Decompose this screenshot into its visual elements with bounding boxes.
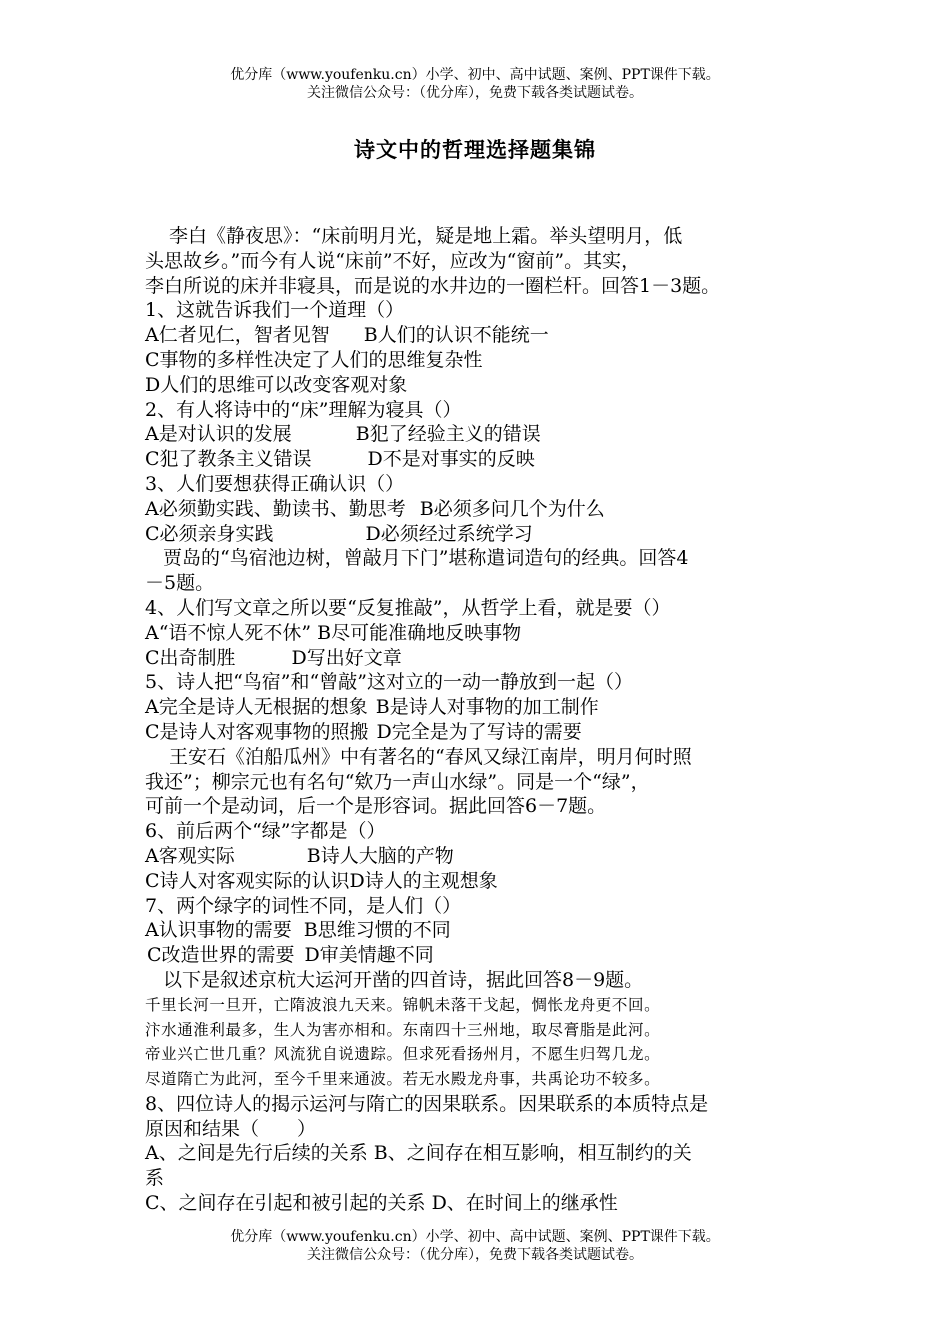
poem-line-4: 尽道隋亡为此河，至今千里来通波。若无水殿龙舟事，共禹论功不较多。 <box>145 1070 661 1089</box>
q4-options-cd <box>145 646 813 671</box>
q2-stem: 2、有人将诗中的“床”理解为寝具（） <box>145 398 462 421</box>
document-body <box>145 224 813 1216</box>
q3-option-b: B必须多问几个为什么 <box>419 497 605 520</box>
q1-options-ab <box>145 323 813 348</box>
footer-line-1: 优分库（www.youfenku.cn）小学、初中、高中试题、案例、PPT课件下载。 <box>230 1229 720 1245</box>
page-header <box>0 66 950 102</box>
q4-option-d: D写出好文章 <box>291 646 402 669</box>
q7-option-b: B思维习惯的不同 <box>303 919 451 942</box>
footer-line-2: 关注微信公众号：（优分库），免费下载各类试题试卷。 <box>307 1247 643 1263</box>
q6-stem: 6、前后两个“绿”字都是（） <box>145 820 386 843</box>
poem-line-1: 千里长河一旦开，亡隋波浪九天来。锦帆未落干戈起，惆怅龙舟更不回。 <box>145 995 661 1014</box>
q2-options-cd <box>145 447 813 472</box>
q1-option-b: B人们的认识不能统一 <box>363 324 549 347</box>
q3-option-d: D必须经过系统学习 <box>365 522 533 545</box>
q2-option-c: C犯了教条主义错误 <box>145 448 312 471</box>
intro-3-line-3: 可前一个是动词，后一个是形容词。据此回答6－7题。 <box>145 795 607 818</box>
q6-option-b: B诗人大脑的产物 <box>306 844 454 867</box>
q8-options-cd: C、之间存在引起和被引起的关系 D、在时间上的继承性 <box>145 1192 618 1215</box>
poem-line-3: 帝业兴亡世几重？风流犹自说遗踪。但求死看扬州月，不愿生归驾几龙。 <box>145 1045 661 1064</box>
q2-option-a: A是对认识的发展 <box>145 423 292 446</box>
header-line-2: 关注微信公众号：（优分库），免费下载各类试题试卷。 <box>307 85 643 101</box>
q6-option-c: C诗人对客观实际的认识 <box>145 869 350 892</box>
q2-options-ab <box>145 422 813 447</box>
q1-option-d: D人们的思维可以改变客观对象 <box>145 373 408 396</box>
intro-1-line-3: 李白所说的床并非寝具，而是说的水井边的一圈栏杆。回答1－3题。 <box>145 274 721 297</box>
q3-options-ab <box>145 497 813 522</box>
q5-options-ab <box>145 695 813 720</box>
q6-options-ab <box>145 844 813 869</box>
intro-1-line-2: 头思故乡。”而今有人说“床前”不好，应改为“窗前”。其实， <box>145 249 641 272</box>
q1-option-c: C事物的多样性决定了人们的思维复杂性 <box>145 348 483 371</box>
q7-option-d: D审美情趣不同 <box>304 944 434 967</box>
q4-options-ab <box>145 621 813 646</box>
q1-stem: 1、这就告诉我们一个道理（） <box>145 299 405 322</box>
q3-option-a: A必须勤实践、勤读书、勤思考 <box>145 497 406 520</box>
q6-option-d: D诗人的主观想象 <box>349 869 498 892</box>
q7-option-c: C改造世界的需要 <box>147 944 295 967</box>
q7-options-ab <box>145 918 813 943</box>
q4-stem: 4、人们写文章之所以要“反复推敲”，从哲学上看，就是要（） <box>145 596 671 619</box>
page-title: 诗文中的哲理选择题集锦 <box>354 137 596 162</box>
q2-option-b: B犯了经验主义的错误 <box>355 423 541 446</box>
intro-2-line-1: 贾岛的“鸟宿池边树，曾敲月下门”堪称遣词造句的经典。回答4 <box>163 547 689 570</box>
q1-option-a: A仁者见仁，智者见智 <box>145 324 330 347</box>
q5-option-d: D完全是为了写诗的需要 <box>376 720 582 743</box>
header-line-1: 优分库（www.youfenku.cn）小学、初中、高中试题、案例、PPT课件下载。 <box>230 67 720 83</box>
q5-stem: 5、诗人把“鸟宿”和“曾敲”这对立的一动一静放到一起（） <box>145 671 633 694</box>
q6-options-cd <box>145 869 813 894</box>
q5-option-b: B是诗人对事物的加工制作 <box>375 696 599 719</box>
intro-3-line-2: 我还”；柳宗元也有名句“欸乃一声山水绿”。同是一个“绿”， <box>145 770 650 793</box>
q4-option-a: A“语不惊人死不休” <box>145 621 312 644</box>
intro-4: 以下是叙述京杭大运河开凿的四首诗，据此回答8－9题。 <box>163 968 644 991</box>
q4-option-c: C出奇制胜 <box>145 646 236 669</box>
q5-option-c: C是诗人对客观事物的照搬 <box>145 720 369 743</box>
q8-stem-line-1: 8、四位诗人的揭示运河与隋亡的因果联系。因果联系的本质特点是 <box>145 1092 709 1115</box>
q5-options-cd <box>145 720 813 745</box>
q8-options-ab-line-1: A、之间是先行后续的关系 B、之间存在相互影响，相互制约的关 <box>145 1142 692 1165</box>
q6-option-a: A客观实际 <box>145 844 235 867</box>
q7-options-cd <box>145 943 813 968</box>
q7-option-a: A认识事物的需要 <box>145 919 292 942</box>
q8-options-ab-line-2: 系 <box>145 1167 165 1190</box>
q3-stem: 3、人们要想获得正确认识（） <box>145 472 405 495</box>
q8-stem-line-2: 原因和结果（ ） <box>145 1117 317 1140</box>
page-footer <box>0 1228 950 1264</box>
intro-1-line-1: 李白《静夜思》：“床前明月光，疑是地上霜。举头望明月，低 <box>169 225 683 247</box>
q7-stem: 7、两个绿字的词性不同，是人们（） <box>145 894 462 917</box>
q3-option-c: C必须亲身实践 <box>145 522 274 545</box>
poem-line-2: 汴水通淮利最多，生人为害亦相和。东南四十三州地，取尽膏脂是此河。 <box>145 1020 661 1039</box>
intro-2-line-2: －5题。 <box>145 572 215 595</box>
q3-options-cd <box>145 522 813 547</box>
q2-option-d: D不是对事实的反映 <box>367 448 535 471</box>
q5-option-a: A完全是诗人无根据的想象 <box>145 696 368 719</box>
intro-3-line-1: 王安石《泊船瓜州》中有著名的“春风又绿江南岸，明月何时照 <box>169 745 692 768</box>
q4-option-b: B尽可能准确地反映事物 <box>317 621 522 644</box>
